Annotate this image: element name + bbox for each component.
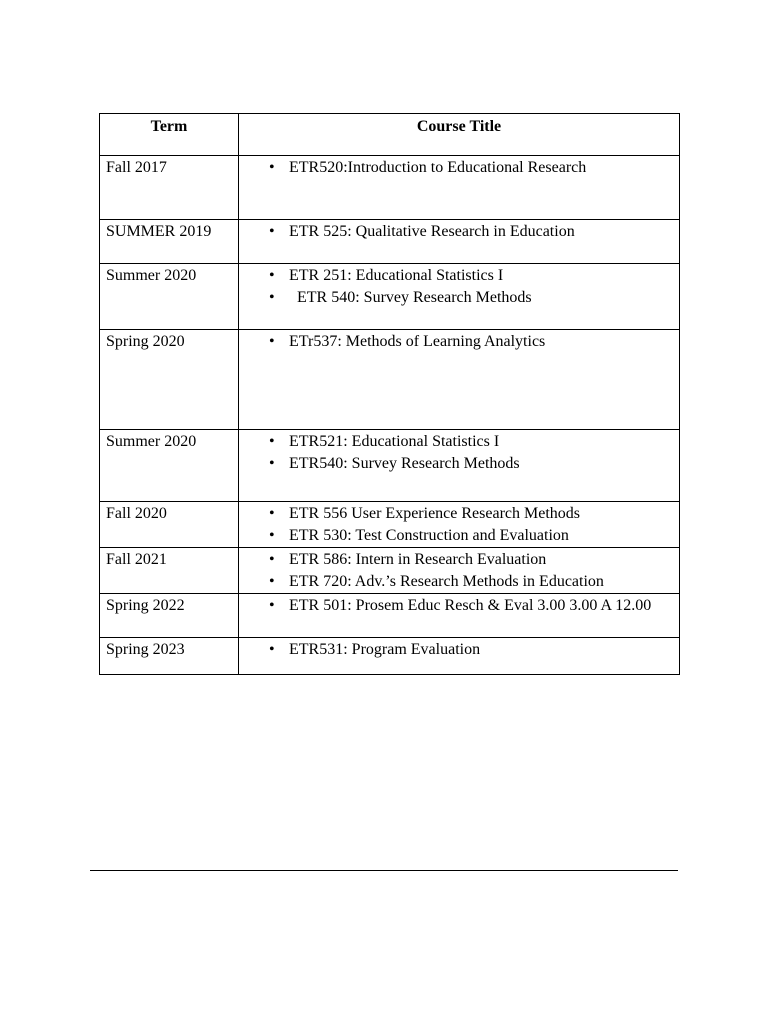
course-cell (239, 156, 680, 220)
course-table (99, 113, 680, 675)
term-cell: Fall 2021 (100, 548, 239, 594)
term-cell: SUMMER 2019 (100, 220, 239, 264)
term-header: Term (100, 114, 239, 156)
term-cell: Summer 2020 (100, 430, 239, 502)
course-item: • ETR 556 User Experience Research Methods (239, 503, 671, 525)
table-row (100, 502, 680, 548)
header-row (100, 114, 680, 156)
course-item: • ETR521: Educational Statistics I (239, 431, 671, 453)
course-cell (239, 502, 680, 548)
table-row (100, 638, 680, 675)
term-cell: Spring 2022 (100, 594, 239, 638)
course-item: • ETR 586: Intern in Research Evaluation (239, 549, 671, 571)
term-cell: Spring 2020 (100, 330, 239, 430)
course-cell (239, 330, 680, 430)
term-cell: Spring 2023 (100, 638, 239, 675)
course-cell (239, 548, 680, 594)
course-item: • ETR531: Program Evaluation (239, 639, 671, 661)
course-item: • ETR 720: Adv.’s Research Methods in Education (239, 571, 671, 593)
course-item: • ETR 530: Test Construction and Evaluation (239, 525, 671, 547)
table-row (100, 430, 680, 502)
table-row (100, 264, 680, 330)
table-row (100, 594, 680, 638)
course-cell (239, 264, 680, 330)
course-item: • ETR 501: Prosem Educ Resch & Eval 3.00 3.00 A 12.00 (239, 595, 671, 617)
footnote-separator-line (90, 870, 678, 871)
course-item: • ETR 251: Educational Statistics I (239, 265, 671, 287)
course-item: • ETR 540: Survey Research Methods (239, 287, 671, 309)
course-item: • ETR 525: Qualitative Research in Education (239, 221, 671, 243)
term-cell: Fall 2017 (100, 156, 239, 220)
course-item: • ETR540: Survey Research Methods (239, 453, 671, 475)
table-row (100, 330, 680, 430)
table-row (100, 156, 680, 220)
term-cell: Fall 2020 (100, 502, 239, 548)
term-cell: Summer 2020 (100, 264, 239, 330)
course-item: • ETr537: Methods of Learning Analytics (239, 331, 671, 353)
course-title-header: Course Title (239, 114, 680, 156)
table-row (100, 220, 680, 264)
course-item: • ETR520:Introduction to Educational Research (239, 157, 671, 179)
course-cell (239, 430, 680, 502)
course-cell (239, 220, 680, 264)
course-cell (239, 638, 680, 675)
course-cell (239, 594, 680, 638)
table-row (100, 548, 680, 594)
